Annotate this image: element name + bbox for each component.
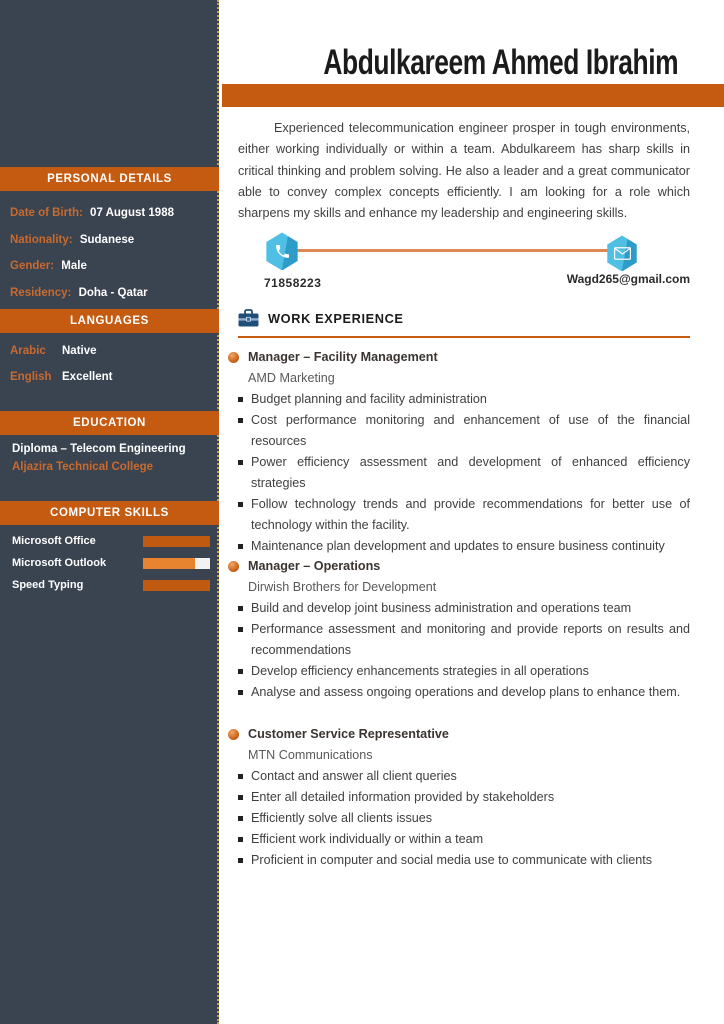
education-school: Aljazira Technical College [12, 461, 154, 473]
language-level: Native [62, 345, 97, 357]
skill-label: Speed Typing [12, 579, 84, 591]
detail-value: Sudanese [79, 233, 135, 246]
job-bullet: Budget planning and facility administration [238, 389, 690, 410]
skill-bar-fill [143, 580, 210, 591]
skill-microsoft-office [12, 530, 210, 552]
job-title: Manager – Operations [248, 559, 381, 574]
square-bullet-icon [238, 816, 243, 821]
skill-speed-typing [12, 574, 210, 596]
job-bullet: Proficient in computer and social media use to communicate with clients [238, 850, 690, 871]
language-label: Arabic [10, 345, 46, 357]
job-bullet: Power efficiency assessment and development of enhanced efficiency strategies [238, 452, 690, 494]
languages-header: LANGUAGES [0, 309, 219, 333]
education-entry [12, 440, 211, 476]
square-bullet-icon [238, 858, 243, 863]
phone-icon [265, 232, 299, 270]
job-bullet: Analyse and assess ongoing operations and develop plans to enhance them. [238, 682, 690, 703]
job-bullet: Cost performance monitoring and enhancement of use of the financial resources [238, 410, 690, 452]
skill-label: Microsoft Office [12, 535, 96, 547]
job-company: Dirwish Brothers for Development [248, 580, 437, 595]
candidate-name: Abdulkareem Ahmed Ibrahim [323, 44, 678, 83]
envelope-icon [606, 235, 638, 271]
detail-nationality [10, 227, 211, 254]
job-bullet: Follow technology trends and provide recommendations for better use of technology within the facility. [238, 494, 690, 536]
job-bullet-icon [228, 352, 239, 363]
detail-date-of-birth [10, 200, 211, 227]
personal-details-list [10, 200, 211, 306]
job-bullet-list [238, 598, 690, 703]
job-entry [238, 727, 690, 871]
skill-bar [143, 558, 210, 569]
briefcase-icon [238, 309, 259, 327]
job-entry [238, 559, 690, 703]
skill-bar [143, 536, 210, 547]
language-level: Excellent [62, 371, 113, 383]
job-bullet: Build and develop joint business administration and operations team [238, 598, 690, 619]
square-bullet-icon [238, 460, 243, 465]
job-bullet: Maintenance plan development and updates to ensure business continuity [238, 536, 690, 557]
phone-number: 71858223 [264, 276, 322, 291]
job-bullet-icon [228, 729, 239, 740]
contact-connector-line [296, 249, 610, 252]
square-bullet-icon [238, 606, 243, 611]
skill-bar-fill [143, 558, 195, 569]
languages-list [10, 338, 211, 390]
detail-gender [10, 253, 211, 280]
computer-skills-header: COMPUTER SKILLS [0, 501, 219, 525]
personal-details-header: PERSONAL DETAILS [0, 167, 219, 191]
job-bullet-list [238, 766, 690, 871]
job-bullet: Enter all detailed information provided by stakeholders [238, 787, 690, 808]
detail-value: Male [61, 260, 87, 272]
job-bullet: Performance assessment and monitoring and provide reports on results and recommendations [238, 619, 690, 661]
job-title: Customer Service Representative [248, 727, 449, 742]
job-bullet: Contact and answer all client queries [238, 766, 690, 787]
square-bullet-icon [238, 774, 243, 779]
skill-microsoft-outlook [12, 552, 210, 574]
skill-bar [143, 580, 210, 591]
computer-skills-list [12, 530, 210, 596]
square-bullet-icon [238, 627, 243, 632]
job-company: MTN Communications [248, 748, 373, 763]
detail-value: Doha - Qatar [78, 286, 148, 299]
job-entry [238, 350, 690, 557]
profile-summary: Experienced telecommunication engineer prosper in tough environments, either working individually or within a team. Abdulkareem has sharp skills in critical thinking and problem solving. He also a leader and a great communicator able to convey complex concepts efficiently. I am looking for a role which sharpens my skills and enhance my leadership and engineering skills. [238, 121, 690, 221]
work-experience-header [238, 309, 690, 338]
sidebar [0, 0, 219, 1024]
education-degree: Diploma – Telecom Engineering [12, 443, 186, 455]
square-bullet-icon [238, 837, 243, 842]
detail-residency [10, 280, 211, 307]
square-bullet-icon [238, 418, 243, 423]
detail-label: Date of Birth: [10, 207, 83, 219]
detail-label: Nationality: [10, 233, 73, 246]
square-bullet-icon [238, 690, 243, 695]
detail-label: Residency: [10, 286, 72, 299]
job-title: Manager – Facility Management [248, 350, 438, 365]
skill-label: Microsoft Outlook [12, 557, 107, 569]
language-english [10, 364, 211, 390]
square-bullet-icon [238, 397, 243, 402]
square-bullet-icon [238, 795, 243, 800]
job-bullet-list [238, 389, 690, 557]
job-company: AMD Marketing [248, 371, 335, 386]
square-bullet-icon [238, 502, 243, 507]
header-accent-bar [222, 84, 724, 107]
job-bullet: Efficient work individually or within a team [238, 829, 690, 850]
skill-bar-fill [143, 536, 210, 547]
language-arabic [10, 338, 211, 364]
email-address: Wagd265@gmail.com [566, 272, 690, 287]
job-bullet: Develop efficiency enhancements strategies in all operations [238, 661, 690, 682]
education-header: EDUCATION [0, 411, 219, 435]
detail-label: Gender: [10, 260, 55, 272]
detail-value: 07 August 1988 [90, 207, 174, 219]
job-bullet-icon [228, 561, 239, 572]
language-label: English [10, 371, 52, 383]
job-bullet: Efficiently solve all clients issues [238, 808, 690, 829]
square-bullet-icon [238, 544, 243, 549]
contact-row [238, 232, 690, 296]
square-bullet-icon [238, 669, 243, 674]
work-experience-title: WORK EXPERIENCE [268, 310, 404, 326]
